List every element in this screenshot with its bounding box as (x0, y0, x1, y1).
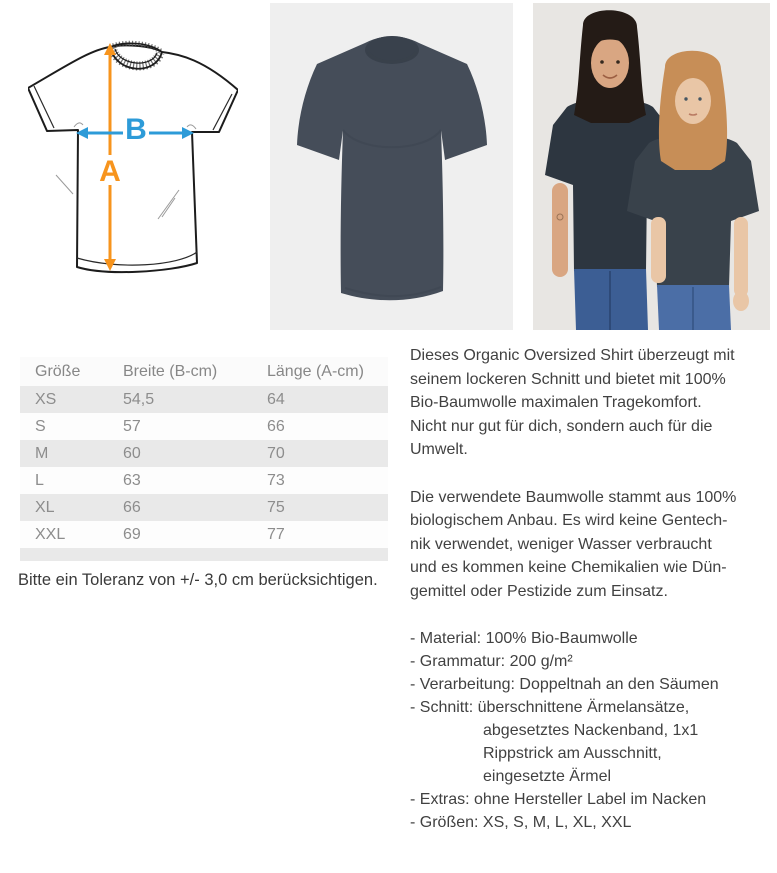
product-image[interactable] (270, 3, 513, 330)
table-row (20, 521, 388, 548)
table-footer-strip (20, 548, 388, 561)
width-cell: 66 (123, 498, 141, 516)
length-cell: 75 (267, 498, 285, 516)
width-cell: 54,5 (123, 390, 155, 408)
column-header-size: Größe (35, 362, 81, 380)
length-cell: 64 (267, 390, 285, 408)
size-cell: XXL (35, 525, 66, 543)
description-paragraph-2 (410, 486, 776, 604)
size-cell: XL (35, 498, 55, 516)
attribute-line: - Grammatur: 200 g/m² (410, 653, 573, 670)
size-table-header-row (20, 357, 388, 386)
tshirt-line-art (28, 45, 238, 272)
column-header-length: Länge (A-cm) (267, 362, 364, 380)
attribute-line: - Extras: ohne Hersteller Label im Nacken (410, 791, 707, 808)
width-cell: 69 (123, 525, 141, 543)
width-label: B (125, 113, 147, 146)
table-row (20, 440, 388, 467)
table-row (20, 413, 388, 440)
attribute-line: abgesetztes Nackenband, 1x1 (483, 722, 699, 739)
product-attributes-list (410, 627, 776, 834)
size-cell: S (35, 417, 46, 435)
size-cell: L (35, 471, 44, 489)
size-chart-image[interactable] (28, 40, 238, 277)
attribute-line: Rippstrick am Ausschnitt, (483, 745, 662, 762)
attribute-line: eingesetzte Ärmel (483, 768, 612, 785)
text-line: seinem lockeren Schnitt und bietet mit 100% (410, 370, 726, 388)
models-image[interactable] (533, 3, 770, 330)
text-line: biologischem Anbau. Es wird keine Gentech- (410, 512, 728, 529)
length-cell: 66 (267, 417, 285, 435)
size-cell: XS (35, 390, 57, 408)
text-line: Bio-Baumwolle maximalen Tragekomfort. (410, 394, 702, 411)
text-line: Umwelt. (410, 441, 468, 458)
table-row (20, 386, 388, 413)
attribute-line: - Schnitt: überschnittene Ärmelansätze, (410, 699, 690, 716)
text-line: Dieses Organic Oversized Shirt überzeugt mit (410, 347, 735, 364)
text-line: nik verwendet, weniger Wasser verbraucht (410, 535, 712, 553)
text-line: Nicht nur gut für dich, sondern auch für die (410, 417, 713, 435)
attribute-line: - Material: 100% Bio-Baumwolle (410, 630, 638, 647)
size-cell: M (35, 444, 49, 462)
length-label: A (99, 155, 121, 188)
width-cell: 63 (123, 471, 141, 489)
length-cell: 73 (267, 471, 285, 489)
tolerance-note: Bitte ein Toleranz von +/- 3,0 cm berücksichtigen. (18, 571, 378, 589)
product-description (410, 344, 776, 834)
text-line: und es kommen keine Chemikalien wie Dün- (410, 559, 727, 576)
description-paragraph-1 (410, 344, 776, 462)
width-cell: 60 (123, 444, 141, 462)
column-header-width: Breite (B-cm) (123, 362, 218, 380)
attribute-line: - Größen: XS, S, M, L, XL, XXL (410, 814, 632, 831)
length-cell: 70 (267, 444, 285, 462)
attribute-line: - Verarbeitung: Doppeltnah an den Säumen (410, 676, 719, 693)
table-row (20, 494, 388, 521)
text-line: Die verwendete Baumwolle stammt aus 100% (410, 488, 737, 506)
length-cell: 77 (267, 525, 285, 543)
width-cell: 57 (123, 417, 141, 435)
size-table (20, 357, 388, 561)
table-row (20, 467, 388, 494)
text-line: gemittel oder Pestizide zum Einsatz. (410, 582, 668, 600)
